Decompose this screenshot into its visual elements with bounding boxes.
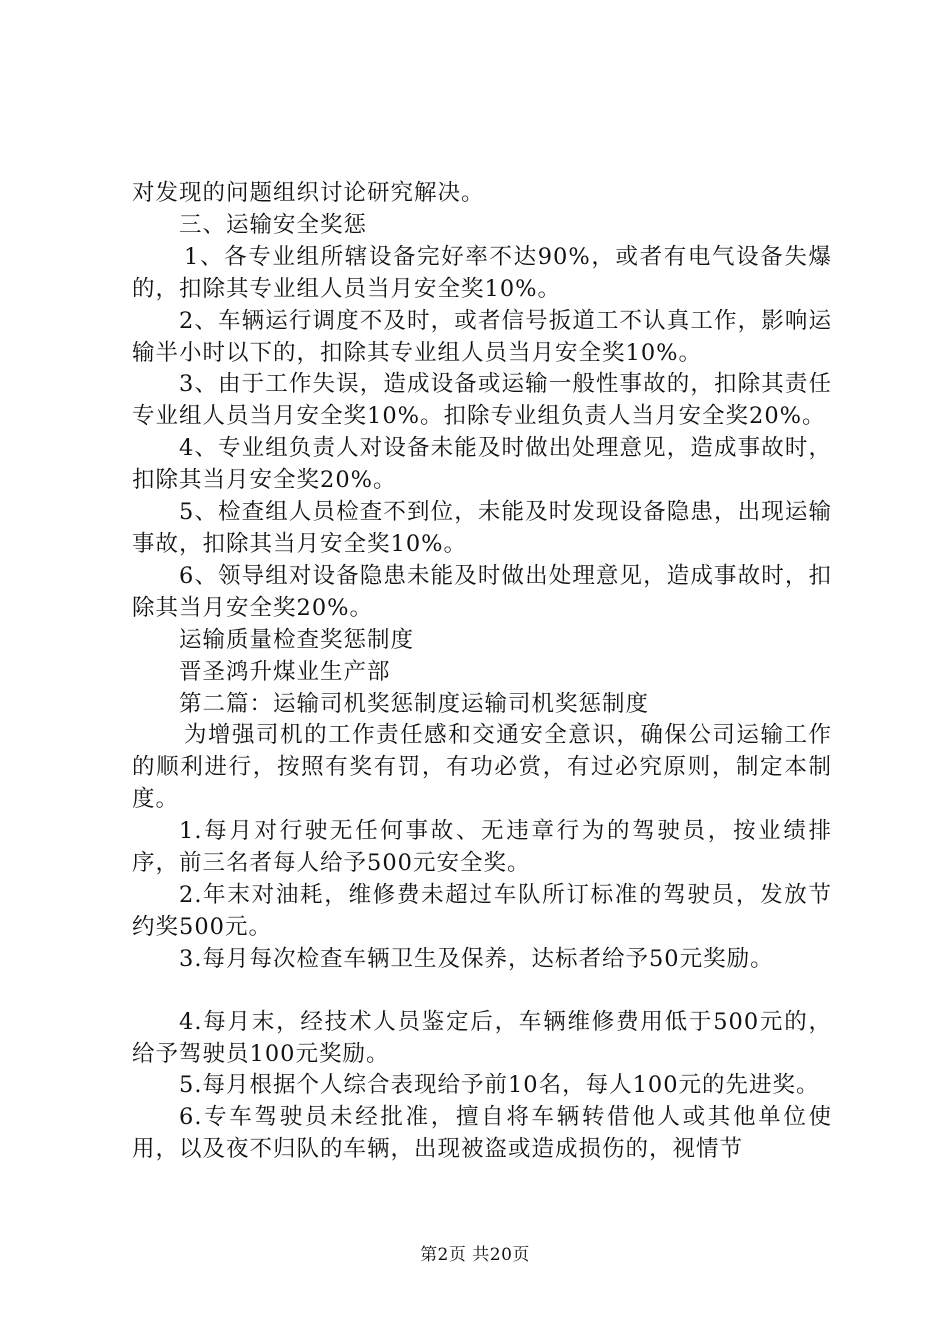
document-body [132, 178, 832, 1166]
paragraph-item-1: 1.每月对行驶无任何事故、无违章行为的驾驶员，按业绩排序，前三名者每人给予500元安全奖。 [132, 818, 832, 877]
paragraph-item-5: 5.每月根据个人综合表现给予前10名，每人100元的先进奖。 [179, 1072, 820, 1099]
paragraph-rule-1: 1、各专业组所辖设备完好率不达90%，或者有电气设备失爆的，扣除其专业组人员当月安全奖10%。 [132, 243, 832, 302]
paragraph-item-4: 4.每月末，经技术人员鉴定后，车辆维修费用低于500元的，给予驾驶员100元奖励。 [132, 1008, 832, 1067]
paragraph-rule-6: 6、领导组对设备隐患未能及时做出处理意见，造成事故时，扣除其当月安全奖20%。 [132, 562, 832, 621]
paragraph-item-3: 3.每月每次检查车辆卫生及保养，达标者给予50元奖励。 [179, 945, 774, 972]
department-line: 晋圣鸿升煤业生产部 [179, 658, 391, 685]
paragraph-intro: 为增强司机的工作责任感和交通安全意识，确保公司运输工作的顺利进行，按照有奖有罚，有功必赏，有过必究原则，制定本制度。 [132, 722, 832, 813]
paragraph-item-6: 6.专车驾驶员未经批准，擅自将车辆转借他人或其他单位使用，以及夜不归队的车辆，出现被盗或造成损伤的，视情节 [132, 1104, 832, 1163]
paragraph-rule-2: 2、车辆运行调度不及时，或者信号扳道工不认真工作，影响运输半小时以下的，扣除其专业组人员当月安全奖10%。 [132, 307, 832, 366]
paragraph-item-2: 2.年末对油耗，维修费未超过车队所订标准的驾驶员，发放节约奖500元。 [132, 881, 832, 940]
section-heading-transport-safety: 三、运输安全奖惩 [179, 211, 368, 238]
paragraph-rule-3: 3、由于工作失误，造成设备或运输一般性事故的，扣除其责任专业组人员当月安全奖10%。扣除专业组负责人当月安全奖20%。 [132, 371, 832, 430]
document-title-line: 运输质量检查奖惩制度 [179, 626, 415, 653]
paragraph-rule-5: 5、检查组人员检查不到位，未能及时发现设备隐患，出现运输事故，扣除其当月安全奖10%。 [132, 499, 832, 557]
paragraph-rule-4: 4、专业组负责人对设备未能及时做出处理意见，造成事故时，扣除其当月安全奖20%。 [132, 435, 832, 494]
chapter-heading: 第二篇：运输司机奖惩制度运输司机奖惩制度 [179, 690, 650, 717]
paragraph-continuation: 对发现的问题组织讨论研究解决。 [132, 180, 485, 206]
page-number-footer: 第2页 共20页 [420, 1245, 530, 1265]
